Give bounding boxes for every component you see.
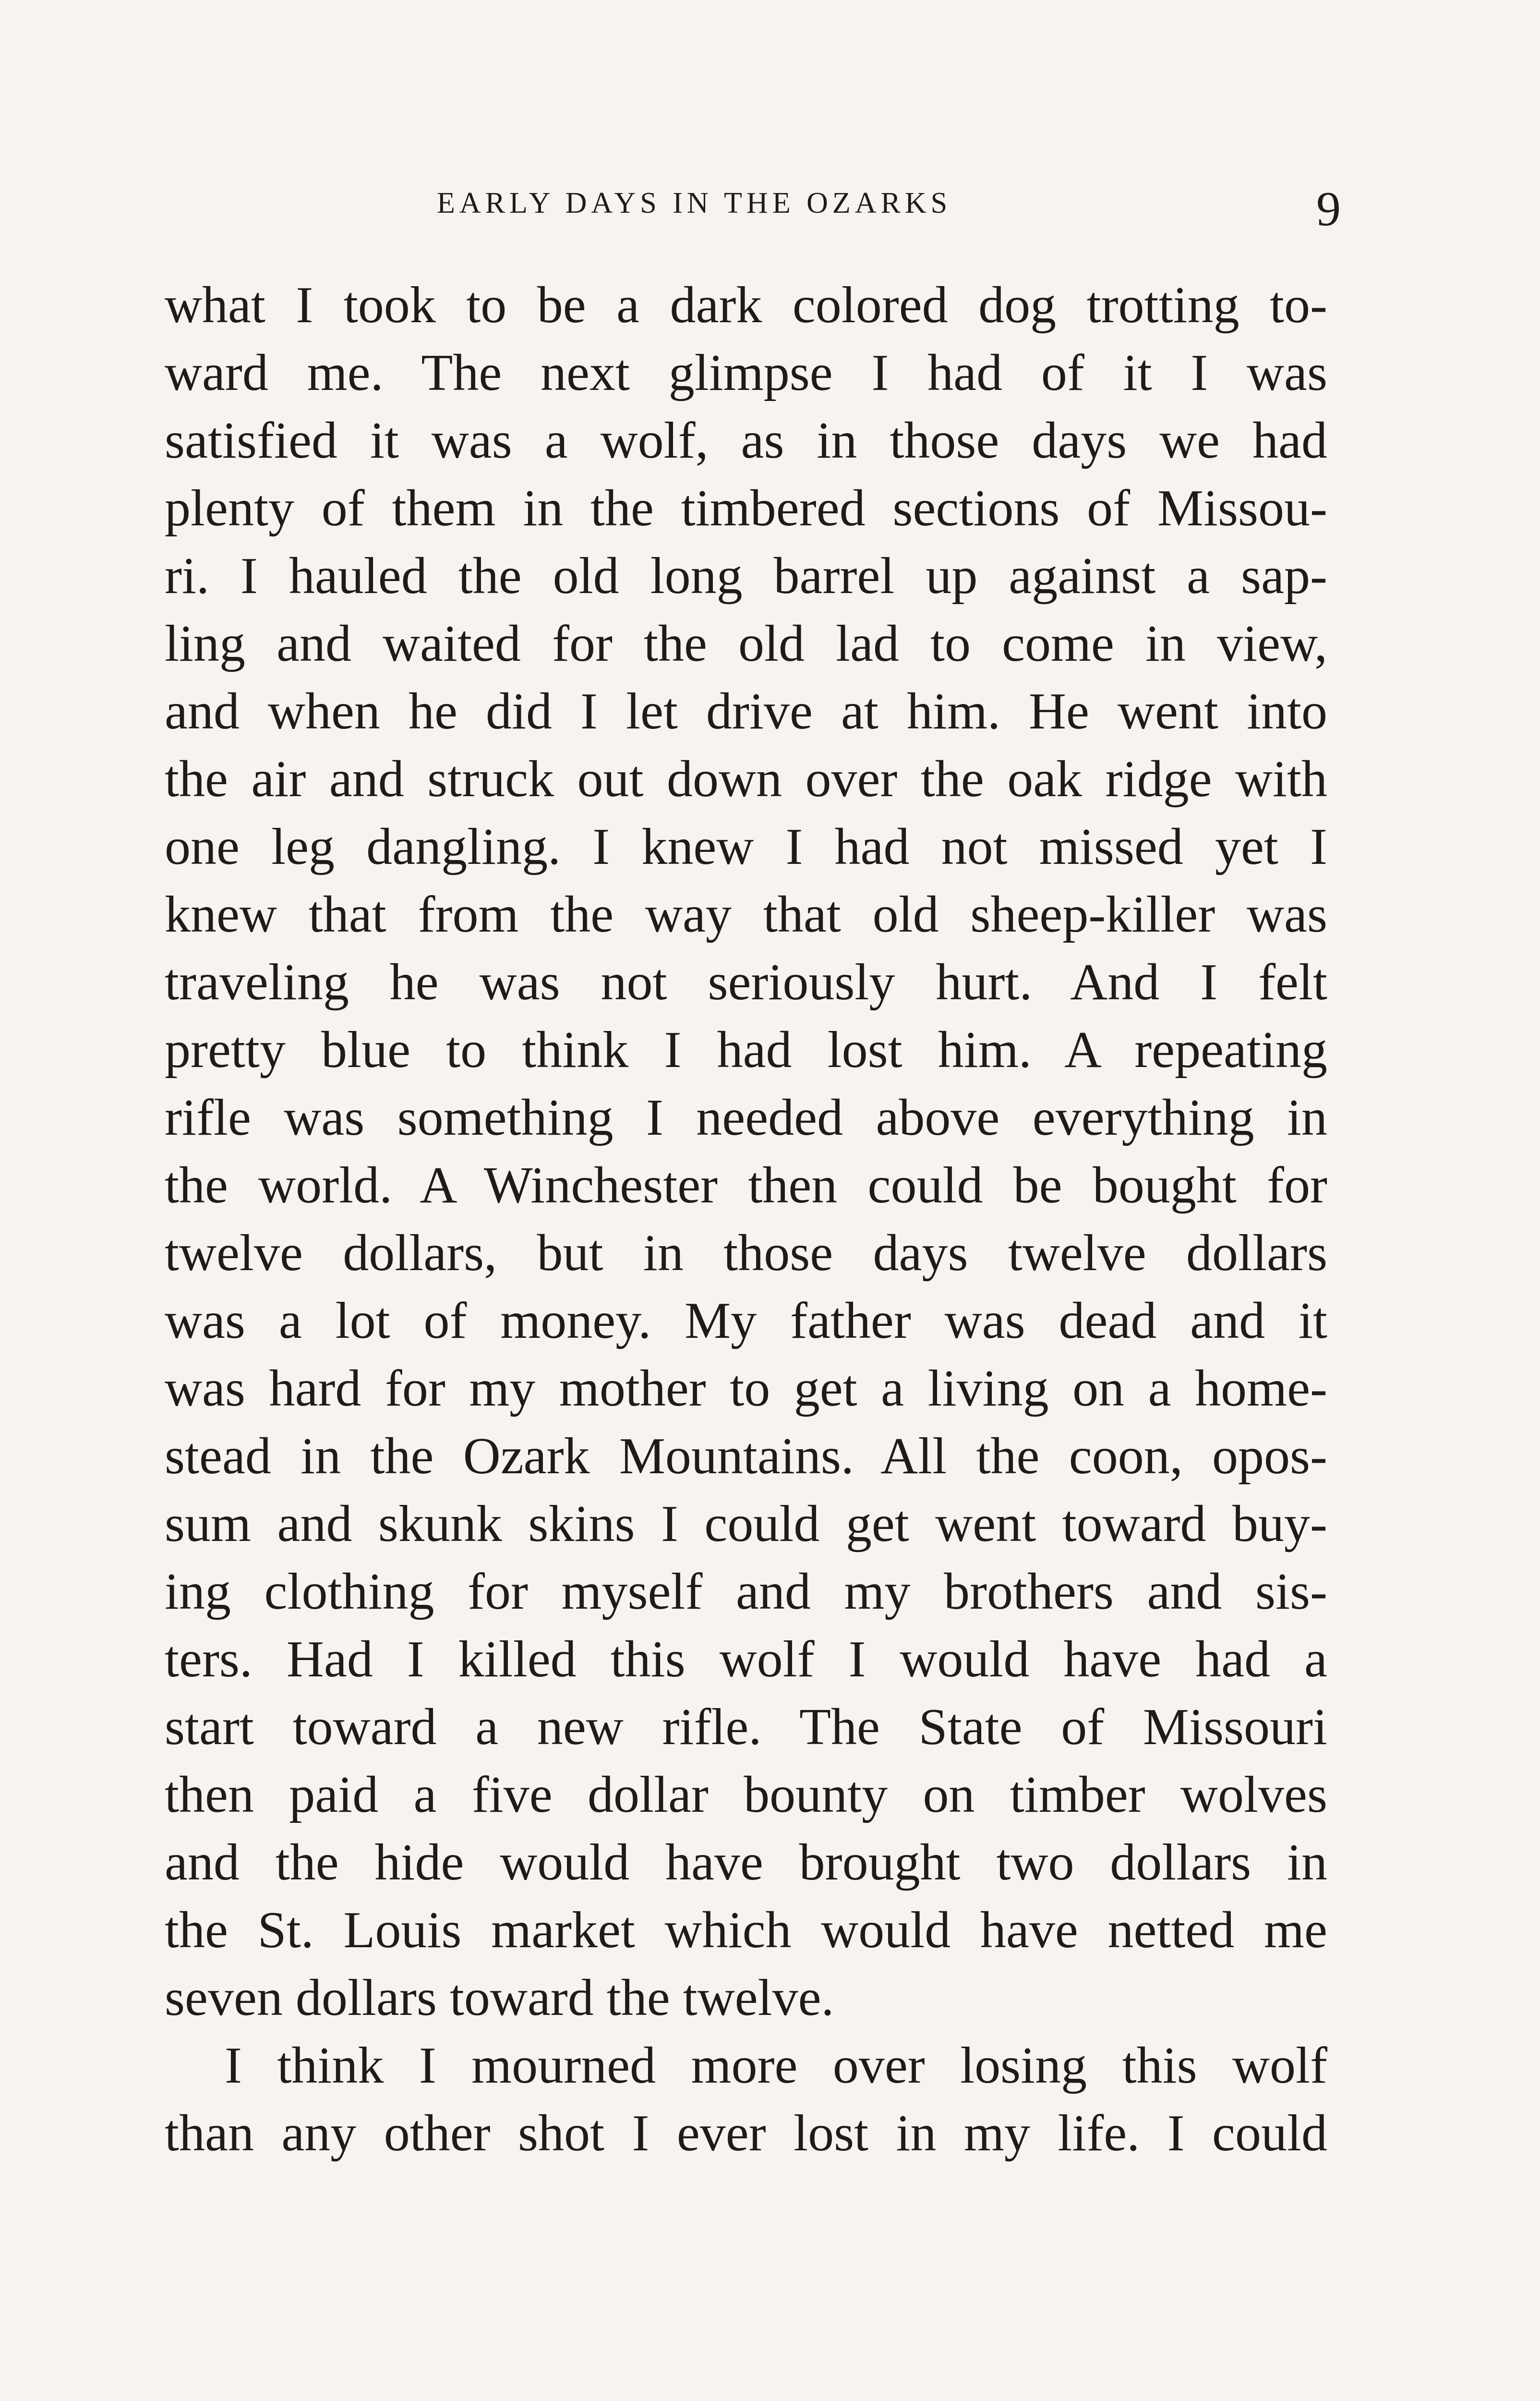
text-line: what I took to be a dark colored dog trotting to- xyxy=(165,277,1327,334)
text-line: sum and skunk skins I could get went toward buy- xyxy=(165,1495,1327,1552)
text-line: was hard for my mother to get a living on a home- xyxy=(165,1360,1327,1417)
text-line: I think I mourned more over losing this wolf xyxy=(225,2037,1327,2094)
text-line: ing clothing for myself and my brothers and sis- xyxy=(165,1563,1327,1620)
text-line: knew that from the way that old sheep-killer was xyxy=(165,886,1327,943)
text-line: than any other shot I ever lost in my life. I could xyxy=(165,2105,1327,2162)
text-line: the world. A Winchester then could be bought for xyxy=(165,1157,1327,1214)
text-line: and when he did I let drive at him. He went into xyxy=(165,683,1327,740)
text-line: ters. Had I killed this wolf I would have had a xyxy=(165,1631,1327,1688)
text-line: and the hide would have brought two dollars in xyxy=(165,1834,1327,1891)
text-line: rifle was something I needed above everything in xyxy=(165,1089,1327,1146)
text-line: ward me. The next glimpse I had of it I was xyxy=(165,344,1327,401)
text-line: then paid a five dollar bounty on timber wolves xyxy=(165,1766,1327,1823)
text-line: the St. Louis market which would have netted me xyxy=(165,1902,1327,1959)
text-line: plenty of them in the timbered sections of Missou- xyxy=(165,480,1327,537)
text-line: was a lot of money. My father was dead and it xyxy=(165,1292,1327,1349)
text-line: ri. I hauled the old long barrel up against a sap- xyxy=(165,547,1327,605)
text-line: stead in the Ozark Mountains. All the coon, opos- xyxy=(165,1428,1327,1485)
page-number: 9 xyxy=(1316,182,1341,236)
text-line: one leg dangling. I knew I had not missed yet I xyxy=(165,818,1327,875)
text-line: ling and waited for the old lad to come in view, xyxy=(165,615,1327,672)
running-head: EARLY DAYS IN THE OZARKS xyxy=(437,187,952,219)
text-line: pretty blue to think I had lost him. A repeating xyxy=(165,1021,1327,1079)
text-line: twelve dollars, but in those days twelve dollars xyxy=(165,1225,1327,1282)
text-line: the air and struck out down over the oak ridge with xyxy=(165,751,1327,808)
text-line: seven dollars toward the twelve. xyxy=(165,1969,834,2026)
body-text xyxy=(165,271,1327,2167)
text-line: start toward a new rifle. The State of Missouri xyxy=(165,1698,1327,1756)
text-line: traveling he was not seriously hurt. And I felt xyxy=(165,954,1327,1011)
text-line: satisfied it was a wolf, as in those days we had xyxy=(165,412,1327,469)
